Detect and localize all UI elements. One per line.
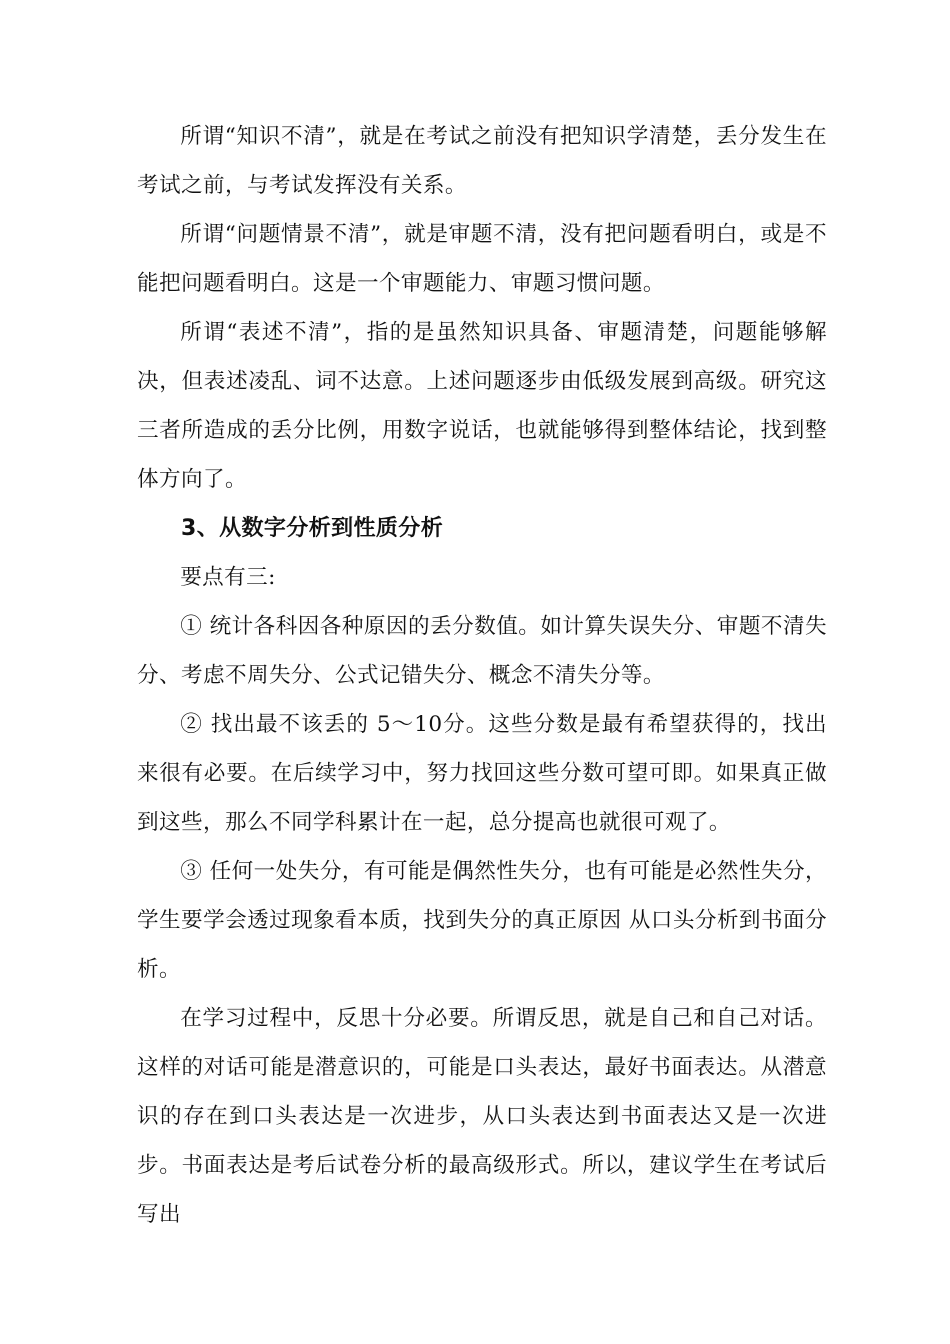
paragraph-knowledge-unclear: 所谓“知识不清”，就是在考试之前没有把知识学清楚，丢分发生在考试之前，与考试发挥没有关系。 [137, 124, 827, 198]
points-intro: 要点有三: [180, 565, 276, 590]
point-item-2: ② 找出最不该丢的 5～10分。这些分数是最有希望获得的，找出来很有必要。在后续学习中，努力找回这些分数可望可即。如果真正做到这些，那么不同学科累计在一起，总分提高也就很可观了。 [137, 712, 827, 835]
point-item-1: ① 统计各科因各种原因的丢分数值。如计算失误失分、审题不清失分、考虑不周失分、公式记错失分、概念不清失分等。 [137, 614, 827, 688]
paragraph-problem-unclear: 所谓“问题情景不清”，就是审题不清，没有把问题看明白，或是不能把问题看明白。这是一个审题能力、审题习惯问题。 [137, 222, 827, 296]
section-heading: 3、从数字分析到性质分析 [181, 516, 444, 541]
point-item-3: ③ 任何一处失分，有可能是偶然性失分，也有可能是必然性失分，学生要学会透过现象看本质，找到失分的真正原因 从口头分析到书面分析。 [137, 859, 827, 982]
document-body [137, 112, 827, 1239]
paragraph-expression-unclear: 所谓“表述不清”，指的是虽然知识具备、审题清楚，问题能够解决，但表述凌乱、词不达意。上述问题逐步由低级发展到高级。研究这三者所造成的丢分比例，用数字说话，也就能够得到整体结论，找到整体方向了。 [137, 320, 827, 492]
closing-paragraph: 在学习过程中，反思十分必要。所谓反思，就是自己和自己对话。这样的对话可能是潜意识的，可能是口头表达，最好书面表达。从潜意识的存在到口头表达是一次进步，从口头表达到书面表达又是一次进步。书面表达是考后试卷分析的最高级形式。所以，建议学生在考试后写出 [137, 1006, 827, 1227]
